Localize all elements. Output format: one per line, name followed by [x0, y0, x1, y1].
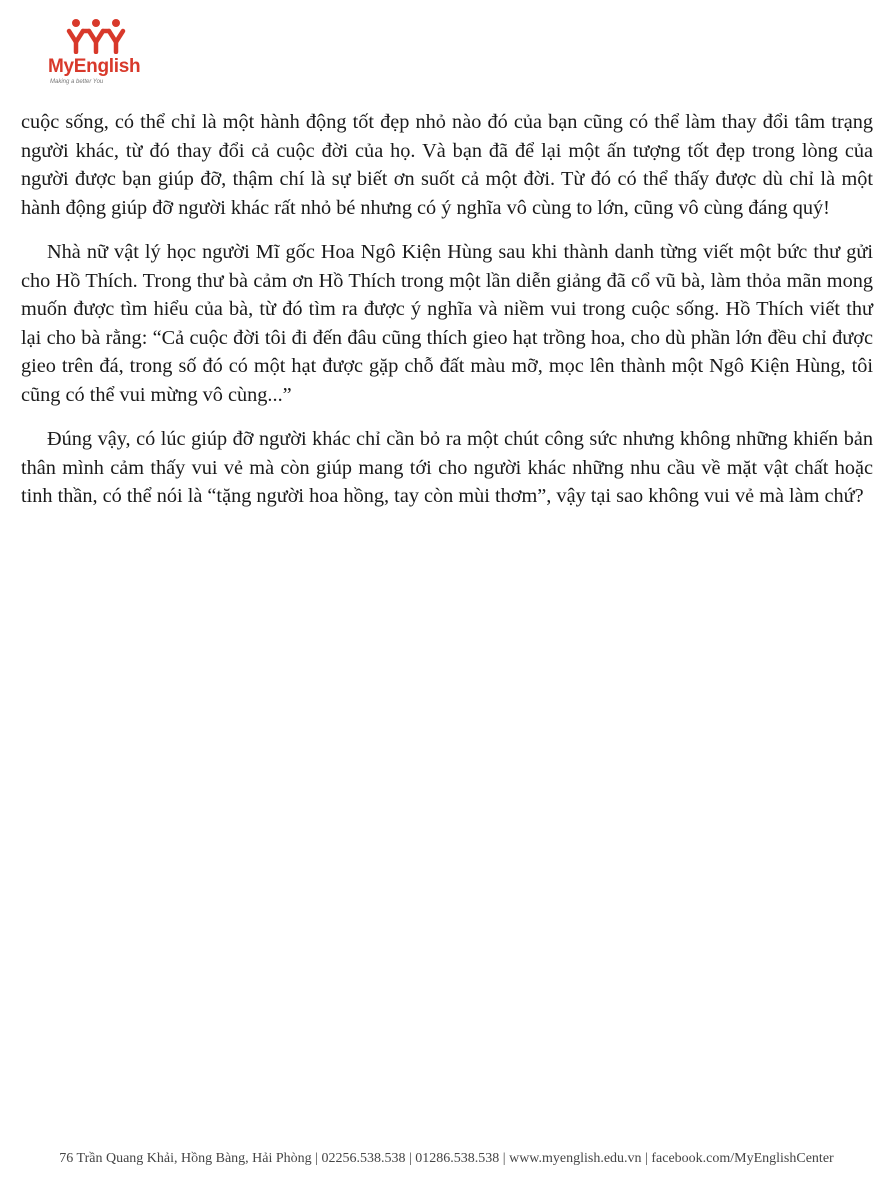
brand-logo [44, 18, 154, 88]
page-footer: 76 Trần Quang Khải, Hồng Bàng, Hải Phòng | 02256.538.538 | 01286.538.538 | www.myenglish.edu.vn | facebook.com/MyEnglishCenter [59, 1151, 834, 1166]
logo-tagline: Making a better You [50, 79, 104, 85]
document-body [21, 108, 873, 527]
logo-name: MyEnglish [48, 56, 141, 77]
people-logo-icon [66, 18, 126, 54]
paragraph-2: Nhà nữ vật lý học người Mĩ gốc Hoa Ngô Kiện Hùng sau khi thành danh từng viết một bức thư gửi cho Hồ Thích. Trong thư bà cảm ơn Hồ Thích trong một lần diễn giảng đã cổ vũ bà, làm thỏa mãn mong muốn được tìm hiểu của bà, từ đó tìm ra được ý nghĩa và niềm vui trong cuộc sống. Hồ Thích viết thư lại cho bà rằng: “Cả cuộc đời tôi đi đến đâu cũng thích gieo hạt trồng hoa, cho dù phần lớn đều chỉ được gieo trên đá, trong số đó có một hạt được gặp chỗ đất màu mỡ, mọc lên thành một Ngô Kiện Hùng, tôi cũng có thể vui mừng vô cùng...” [21, 241, 873, 406]
paragraph-1: cuộc sống, có thể chỉ là một hành động tốt đẹp nhỏ nào đó của bạn cũng có thể làm thay đổi tâm trạng người khác, từ đó thay đổi cả cuộc đời của họ. Và bạn đã để lại một ấn tượng tốt đẹp trong lòng của người được bạn giúp đỡ, thậm chí là sự biết ơn suốt cả một đời. Từ đó có thể thấy được dù chỉ là một hành động giúp đỡ người khác rất nhỏ bé nhưng có ý nghĩa vô cùng to lớn, cũng vô cùng đáng quý! [21, 111, 873, 219]
paragraph-3: Đúng vậy, có lúc giúp đỡ người khác chỉ cần bỏ ra một chút công sức nhưng không những khiến bản thân mình cảm thấy vui vẻ mà còn giúp mang tới cho người khác những nhu cầu về mặt vật chất hoặc tinh thần, có thể nói là “tặng người hoa hồng, tay còn mùi thơm”, vậy tại sao không vui vẻ mà làm chứ? [21, 428, 873, 507]
